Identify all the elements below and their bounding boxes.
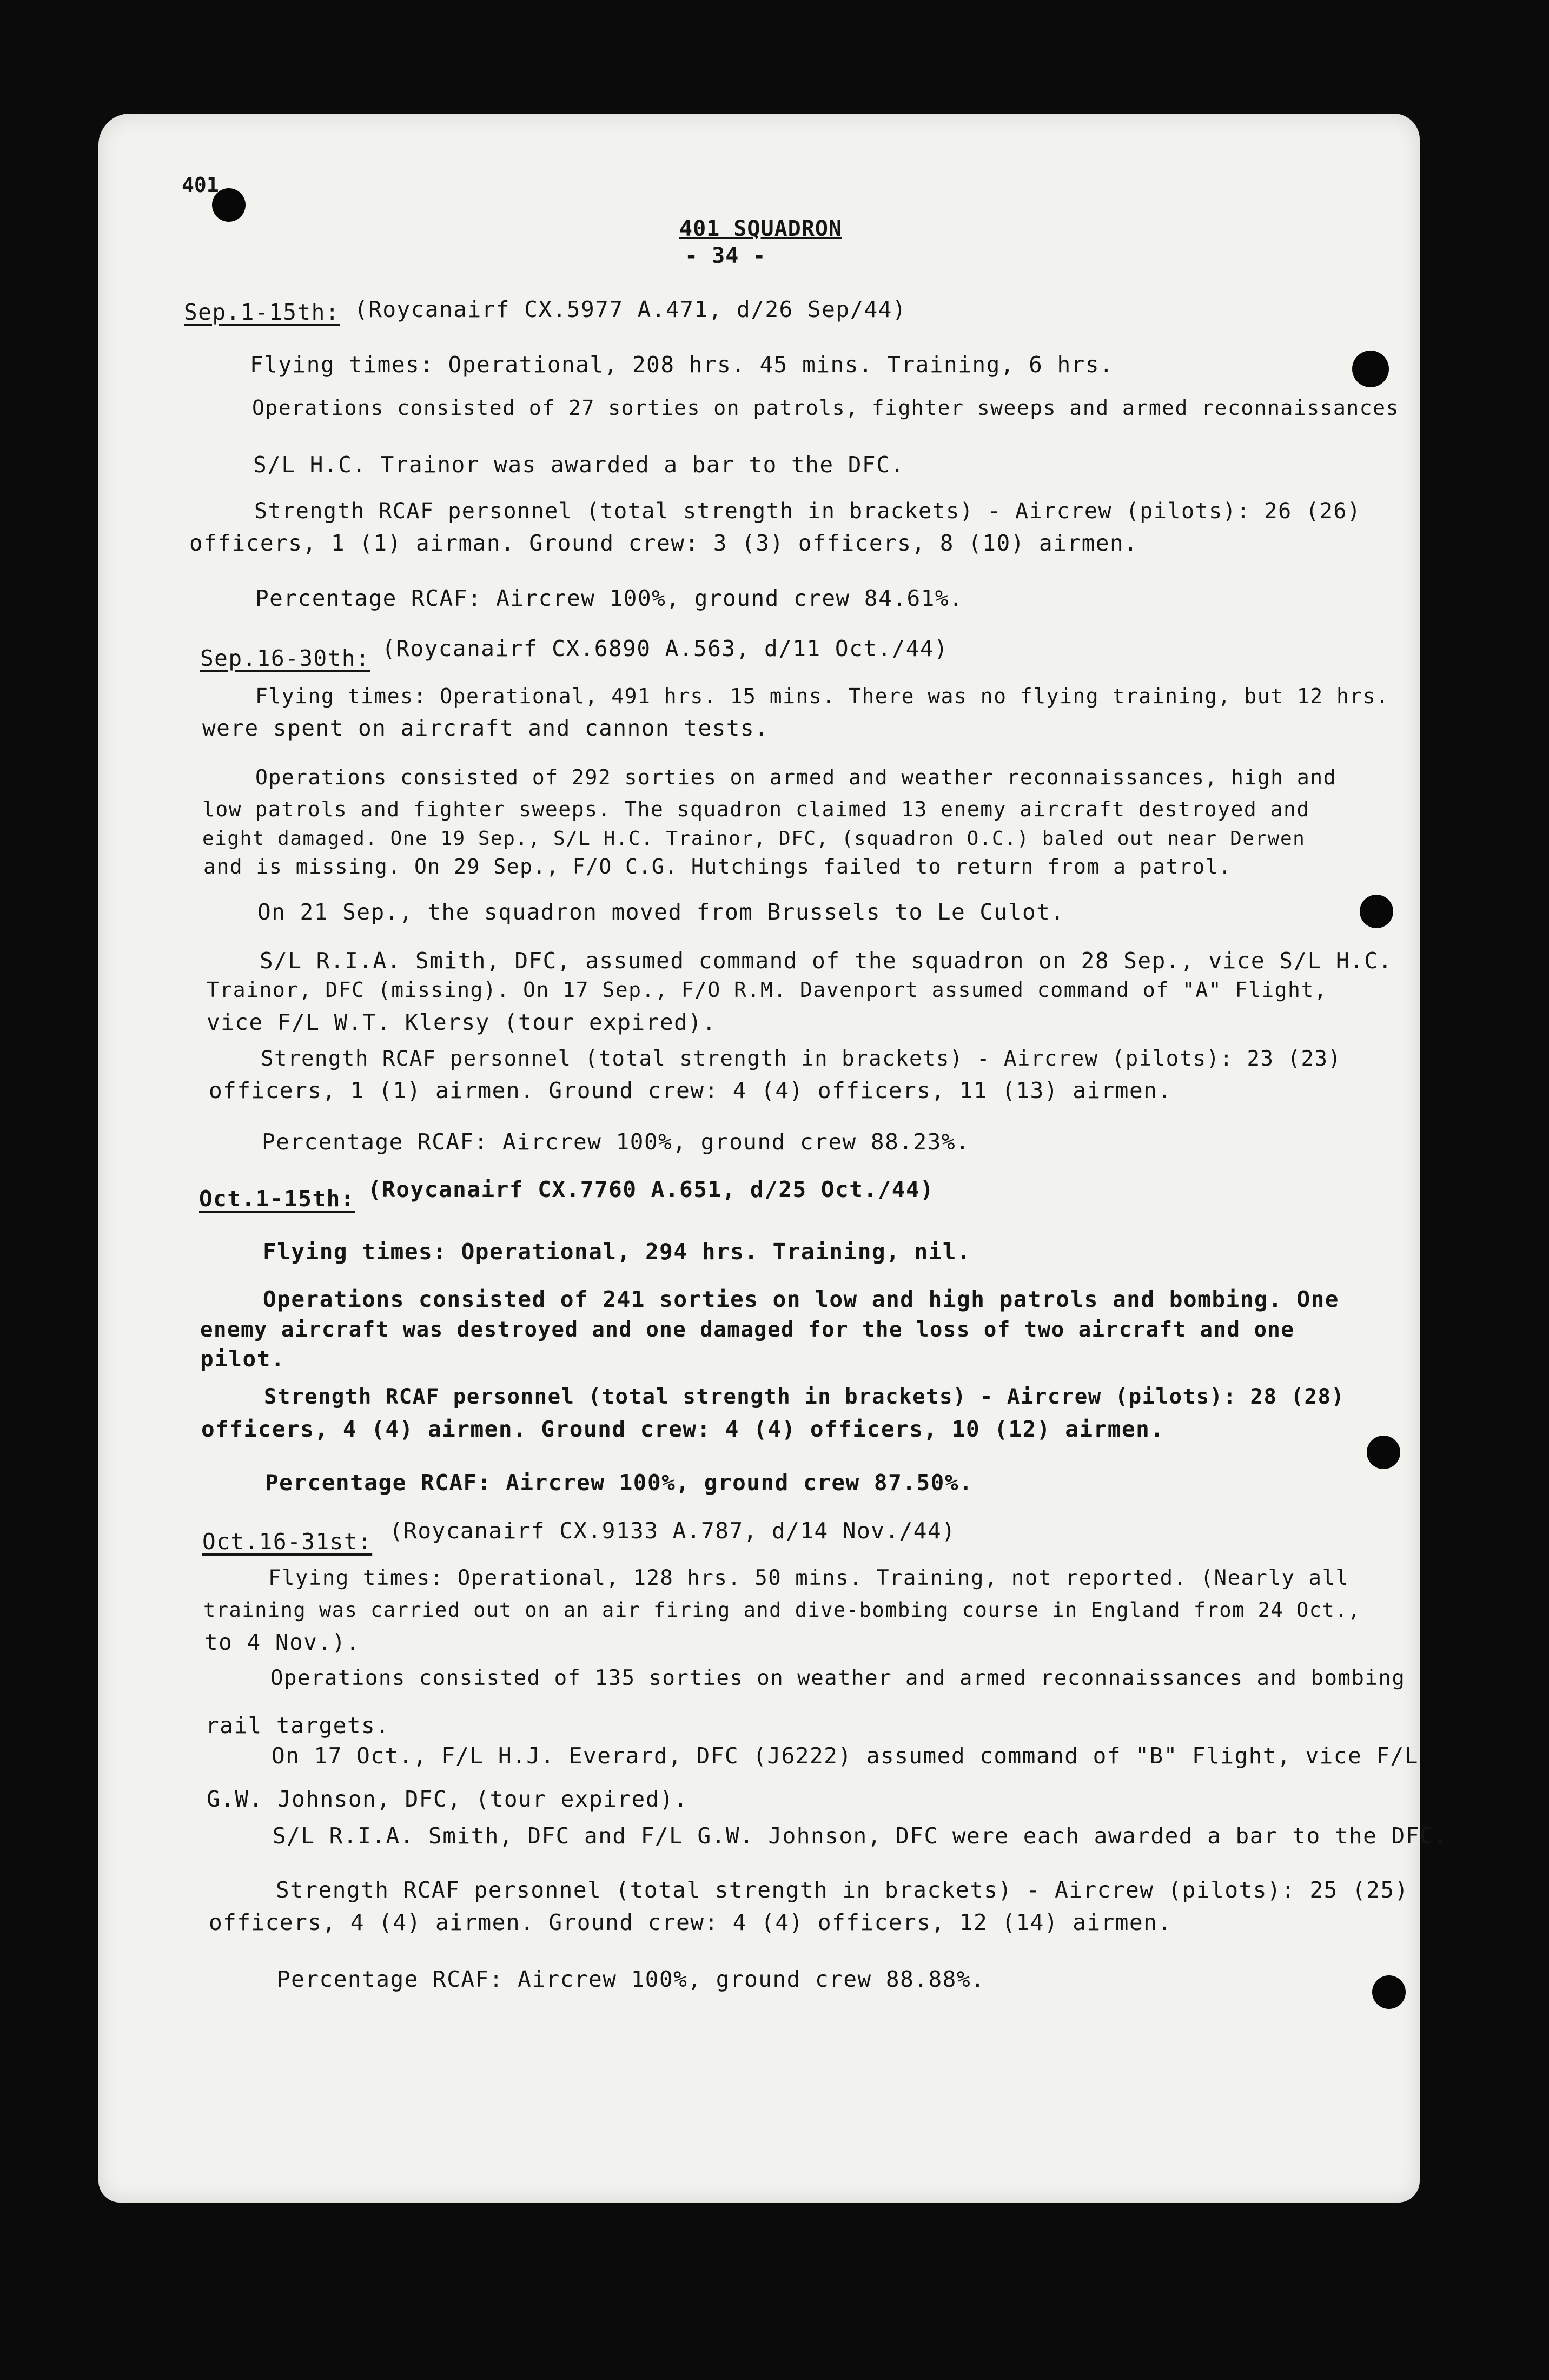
- paragraph-line: and is missing. On 29 Sep., F/O C.G. Hutchings failed to return from a patrol.: [203, 855, 1232, 878]
- paragraph-line: Percentage RCAF: Aircrew 100%, ground crew 88.88%.: [277, 1966, 985, 1992]
- punch-hole: [1352, 351, 1389, 387]
- punch-hole: [1372, 1975, 1406, 2009]
- corner-page-number: 401: [182, 173, 219, 197]
- paragraph-line: G.W. Johnson, DFC, (tour expired).: [207, 1786, 689, 1812]
- paragraph-line: Percentage RCAF: Aircrew 100%, ground crew 87.50%.: [265, 1470, 974, 1496]
- paragraph-line: Operations consisted of 27 sorties on patrols, fighter sweeps and armed reconnaissances: [252, 396, 1399, 420]
- punch-hole: [1360, 895, 1393, 928]
- paragraph-line: Percentage RCAF: Aircrew 100%, ground crew 84.61%.: [255, 585, 964, 611]
- section-reference: (Roycanairf CX.5977 A.471, d/26 Sep/44): [354, 296, 907, 322]
- paragraph-line: Operations consisted of 241 sorties on low and high patrols and bombing. One: [263, 1286, 1339, 1312]
- paragraph-line: Strength RCAF personnel (total strength in brackets) - Aircrew (pilots): 26 (26): [254, 499, 1361, 524]
- paragraph-line: Flying times: Operational, 128 hrs. 50 mins. Training, not reported. (Nearly all: [268, 1566, 1349, 1590]
- paragraph-line: S/L R.I.A. Smith, DFC, assumed command of the squadron on 28 Sep., vice S/L H.C.: [260, 948, 1393, 974]
- paragraph-line: S/L R.I.A. Smith, DFC and F/L G.W. Johnson, DFC were each awarded a bar to the DFC.: [273, 1823, 1448, 1849]
- section-heading: Oct.1-15th:: [199, 1186, 355, 1212]
- paragraph-line: eight damaged. One 19 Sep., S/L H.C. Trainor, DFC, (squadron O.C.) baled out near Derwen: [202, 828, 1306, 850]
- paragraph-line: Percentage RCAF: Aircrew 100%, ground crew 88.23%.: [262, 1129, 970, 1155]
- paragraph-line: Flying times: Operational, 294 hrs. Training, nil.: [263, 1239, 971, 1265]
- section-heading: Sep.16-30th:: [200, 645, 370, 671]
- paragraph-line: officers, 1 (1) airmen. Ground crew: 4 (4) officers, 11 (13) airmen.: [209, 1077, 1172, 1103]
- paragraph-line: low patrols and fighter sweeps. The squadron claimed 13 enemy aircraft destroyed and: [202, 797, 1310, 821]
- paragraph-line: were spent on aircraft and cannon tests.: [202, 715, 769, 741]
- paragraph-line: officers, 1 (1) airman. Ground crew: 3 (3) officers, 8 (10) airmen.: [189, 530, 1138, 556]
- paragraph-line: Trainor, DFC (missing). On 17 Sep., F/O R.M. Davenport assumed command of "A" Flight,: [207, 978, 1328, 1002]
- paragraph-line: Strength RCAF personnel (total strength in brackets) - Aircrew (pilots): 28 (28): [264, 1385, 1345, 1409]
- section-heading: Sep.1-15th:: [184, 299, 340, 325]
- paragraph-line: enemy aircraft was destroyed and one damaged for the loss of two aircraft and one: [200, 1318, 1295, 1342]
- paragraph-line: officers, 4 (4) airmen. Ground crew: 4 (4) officers, 12 (14) airmen.: [209, 1909, 1172, 1935]
- paragraph-line: Flying times: Operational, 208 hrs. 45 mins. Training, 6 hrs.: [250, 352, 1114, 378]
- paragraph-line: Flying times: Operational, 491 hrs. 15 mins. There was no flying training, but 12 hrs.: [255, 684, 1389, 708]
- section-reference: (Roycanairf CX.6890 A.563, d/11 Oct./44): [382, 636, 949, 662]
- paragraph-line: vice F/L W.T. Klersy (tour expired).: [207, 1009, 717, 1035]
- page-title: 401 SQUADRON: [679, 216, 842, 241]
- section-reference: (Roycanairf CX.9133 A.787, d/14 Nov./44): [389, 1518, 956, 1544]
- paragraph-line: to 4 Nov.).: [204, 1629, 361, 1655]
- paragraph-line: Strength RCAF personnel (total strength in brackets) - Aircrew (pilots): 23 (23): [261, 1047, 1342, 1071]
- paragraph-line: officers, 4 (4) airmen. Ground crew: 4 (4) officers, 10 (12) airmen.: [201, 1416, 1164, 1442]
- paragraph-line: On 17 Oct., F/L H.J. Everard, DFC (J6222) assumed command of "B" Flight, vice F/L: [272, 1743, 1419, 1769]
- paragraph-line: Strength RCAF personnel (total strength in brackets) - Aircrew (pilots): 25 (25): [276, 1877, 1409, 1903]
- paragraph-line: training was carried out on an air firing and dive-bombing course in England from 24 Oct.,: [203, 1598, 1361, 1622]
- paragraph-line: pilot.: [200, 1346, 286, 1372]
- section-reference: (Roycanairf CX.7760 A.651, d/25 Oct./44): [368, 1176, 935, 1202]
- section-heading: Oct.16-31st:: [202, 1529, 373, 1555]
- punch-hole: [1367, 1436, 1400, 1469]
- page-number: - 34 -: [685, 243, 766, 268]
- paragraph-line: Operations consisted of 292 sorties on armed and weather reconnaissances, high and: [255, 765, 1336, 789]
- paragraph-line: S/L H.C. Trainor was awarded a bar to the DFC.: [253, 452, 905, 478]
- paragraph-line: rail targets.: [206, 1713, 390, 1738]
- paragraph-line: Operations consisted of 135 sorties on weather and armed reconnaissances and bombing: [270, 1666, 1406, 1690]
- paragraph-line: On 21 Sep., the squadron moved from Brussels to Le Culot.: [257, 899, 1065, 925]
